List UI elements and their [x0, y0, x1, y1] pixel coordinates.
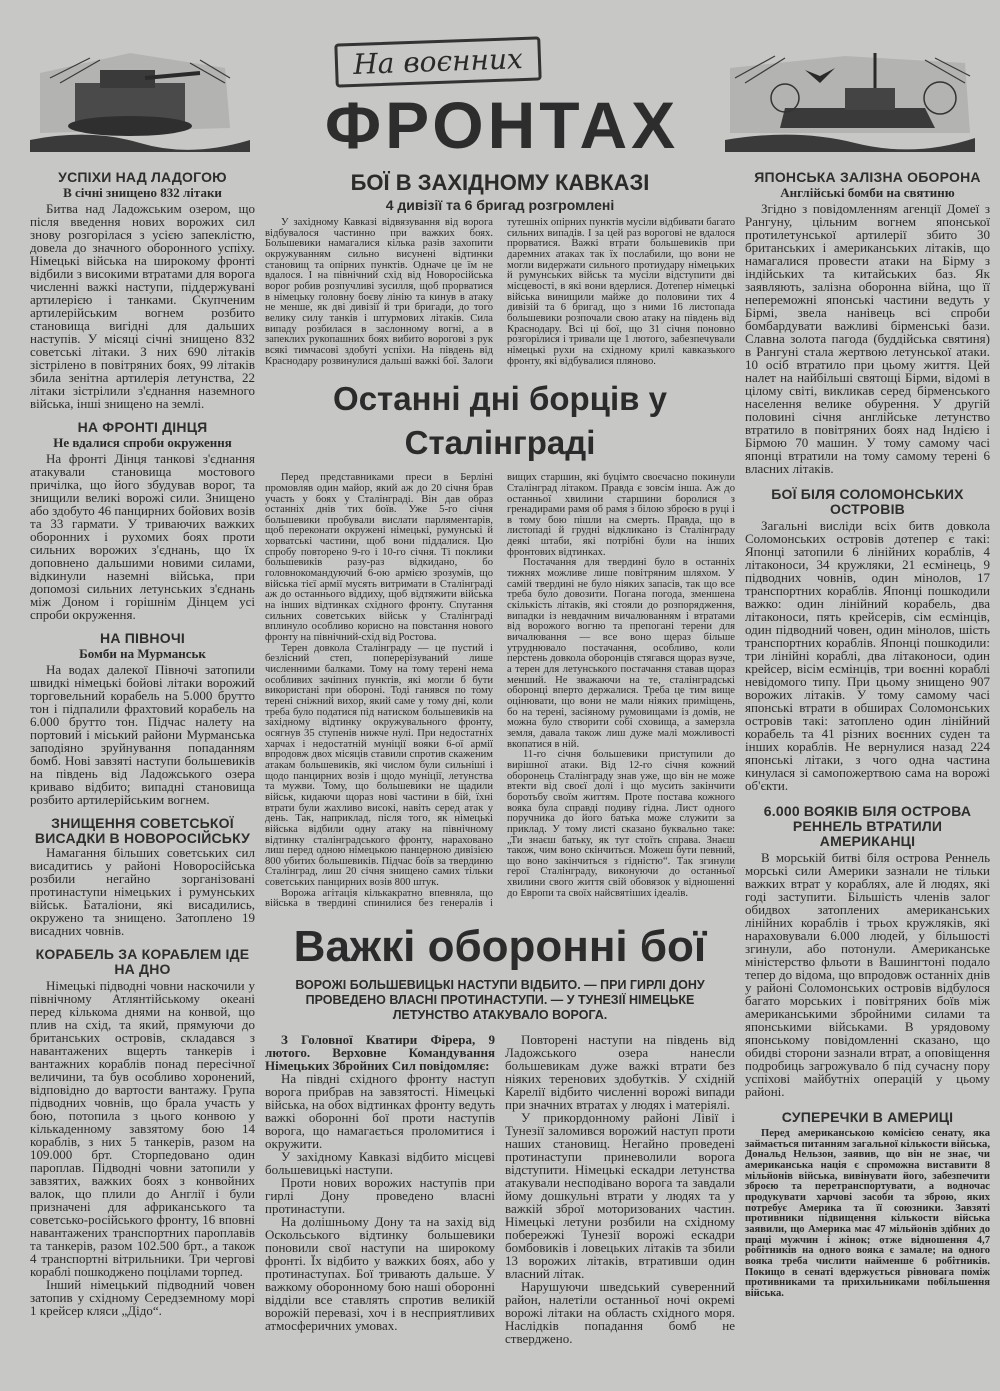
article-defense [265, 920, 735, 1345]
article-ladoga [30, 170, 255, 410]
tank-illustration-icon [30, 48, 250, 153]
subheadline: ВОРОЖІ БОЛЬШЕВИЦЬКІ НАСТУПИ ВІДБИТО. — ПРИ ГИРЛІ ДОНУ ПРОВЕДЕНО ВЛАСНІ ПРОТИНАСТУПИ. — У ТУНЕЗІЇ НІМЕЦЬКЕ ЛЕТУНСТВО АТАКУВАЛО ВОРОГА. [295, 978, 705, 1023]
paragraph: Нарушуючи шведський суверенний район, налетіли останньої ночі окремі ворожі літаки на область східного моря. Наслідків попадання бомб не стверджено. [505, 1279, 735, 1347]
article-body [265, 218, 735, 367]
paragraph: Повторені наступи на південь від Ладожського озера нанесли большевикам дуже важкі втрати без ніяких теренових здобутків. У східній Карелії відбито численні ворожі випади при значних втратах у людях і матеріялі. [505, 1032, 735, 1113]
paragraph: У західному Кавказі відвязування від ворога відбувалося частинно при важких боях. Большевики намагалися кілька разів захопити окружуванням сильно висунені відтинки становищ та опірних пунктів. Одначе це їм не вдалося. І на північний схід від Новоросійська ворог робив розпучливі зусилля, щоб прорватися в німецьку головну боєву лінію та кинув в атаку не менше, як дві дивізії й три бригади, до того велику силу танків і штурмових літаків. Сила випаду розбилася в заслонному вогні, а в запеклих рукопашних боях вибито ворогові з рук всякі тимчасові здобуті успіхи. На південь від Краснодару розвинулися дальші важкі бої. Залоги тутешніх опірних пунктів мусіли відбивати багато сильних випадів. І за цей раз ворогові не вдалося прорватися. Важкі втрати большевиків при даремних атаках так їх послабили, що вони не могли видержати сильного протиудару німецьких й румунських військ та мусіли відступити дві місцевості, в які вони вдерлися. Дотепер німецькі війська винищили майже до половини тих 4 дивізій та 6 бригад, що з ними 16 листопада большевики розпочали свою атаку на південь від Краснодару. Всі ці бої, що 31 січня поновно розгорілися і тривали ще 1 лютого, забезпечували німецькі рухи на східному крилі кавказького фронту, які відбувалися пляново. [265, 217, 735, 367]
headline: ЯПОНСЬКА ЗАЛІЗНА ОБОРОНА [754, 169, 981, 185]
paragraph: Згідно з повідомленням агенції Домеї з Рангуну, цільним вогнем японської протилетунської артилерії збито 30 британських і американських літаків, що намагалися провести атаки на Бірму з індійських та китайських баз. Як заявляють, залізна оборонна війна, що її непереможні японські частини ведуть у Бірмі, звела нанівець всі спроби бомбардувати важливі бірменські бази. Славна золота пагода (буддійська святиня) в Рангуні стала жертвою летунської атаки. 10 осіб втратило при цьому життя. Цей налет на найбільші святощі Бірми, відомі в цілому світі, викликав серед бірменського населення велике обурення. У другій половині січня англійське летунство втратило в повітряних боях над Індією і Бірмою 70 машин. У тому самому часі японці втратили на тому самому терені 6 власних літаків. [745, 201, 990, 476]
left-column [30, 170, 255, 1317]
paragraph: У прикордонному районі Лівії і Тунезії заломився ворожий наступ проти наших становищ. Негайно проведені протинаступи приневолили ворога відступити. Німецькі ескадри летунства атакували несподівано ворога та завдали йому дошкульні втрати у людях та у важкій зброї моторизованих частин. Німецькі летуни розбили на східному побережжі Тунезії ворожі ескадри бомбовиків і ловецьких літаків та збили 13 ворожих літаків, втративши один власний літак. [505, 1110, 735, 1282]
headline: 6.000 ВОЯКІВ БІЛЯ ОСТРОВА РЕННЕЛЬ ВТРАТИЛИ АМЕРИКАНЦІ [763, 803, 972, 849]
paragraph: Намагання більших советських сил висадитись у районі Новоросійська розбили негайно зорганізовані протинаступи німецьких і румунських військ. Баталіони, які висадились, окружено та знищено. Затоплено 19 висадних човнів. [30, 845, 255, 938]
article-rennell [745, 804, 990, 1098]
headline: БОЇ БІЛЯ СОЛОМОНСЬКИХ ОСТРОВІВ [771, 486, 964, 517]
headline: КОРАБЕЛЬ ЗА КОРАБЛЕМ ІДЕ НА ДНО [35, 946, 250, 977]
paragraph: На півдні східного фронту наступ ворога прибрав на завзятості. Німецькі війська, на обох відтинках фронту ведуть важкі оборонні бої проти наступів ворога, що намагається проломитися і окружити. [265, 1071, 495, 1152]
headline: СУПЕРЕЧКИ В АМЕРИЦІ [781, 1109, 954, 1125]
headline: ЗНИЩЕННЯ СОВЕТСЬКОЇ ВИСАДКИ В НОВОРОСІЙСЬКУ [34, 815, 251, 846]
paragraph: 11-го січня большевики приступили до вирішної атаки. Від 12-го січня кожний оборонець Сталінграду знав уже, що він не може втекти від своєї долі і що мусить закінчити боротьбу своїм життям. Проте постава кожного вояка була справді подиву гідна. Лист одного поручника до його батька може служити за приклад. У тому листі сказано буквально таке: „Ти знаєш батьку, як тут стоїть справа. Знаєш також, чим воно скінчиться. Можеш бути певний, що воно закінчиться з гідністю“. Так згинули герої Сталінграду, виконуючи до останньої хвилини свого життя свій обовязок у відношенні до Европи та своїх найсвятіших ідеалів. [507, 749, 735, 899]
masthead-banner: На воєнних [334, 36, 541, 87]
headline: НА ПІВНОЧІ [100, 630, 185, 646]
article-north [30, 631, 255, 806]
article-stalingrad [265, 377, 735, 910]
article-donets [30, 420, 255, 621]
subheadline: Бомби на Мурманськ [79, 646, 206, 661]
headline: Важкі оборонні бої [293, 922, 707, 972]
paragraph: На долішньому Дону та на захід від Оскольського відтинку большевики поновили свої наступи на широкому фронті. Їх відбито у важких боях, або у протинаступах. Бої тривають дальше. У важкому оборонному бою наші оборонні відділи все ставлять спротив великій ворожій перевазі, хоч і в несприятливих атмосферичних умовах. [265, 1214, 495, 1334]
article-solomon [745, 487, 990, 792]
paragraph: Перед американською комісією сенату, яка займається питанням загальної кількости війська, Дональд Нельзон, заявив, що він не знає, чи американська нація є спроможна виставити 8 мільйонів війська, вивінувати його, забезпечити зброєю та перетранспортувати, а водночас продукувати харчові засоби та зброю, яких потребує Америка та її союзники. Завзяті противники підвищення кількости війська заявили, що Америка має 47 мільйонів здібних до праці мужчин і жінок; отже відношення 4,7 робітників на одного вояка є замале; на одного вояка треба числити найменше 6 робітників. Покищо в сенаті вдержується рівновага поміж противниками та прихильниками побільшення війська. [745, 1128, 990, 1299]
article-america [745, 1110, 990, 1300]
article-ships [30, 947, 255, 1317]
masthead [0, 0, 1000, 165]
subheadline: Англійські бомби на святиню [780, 185, 955, 200]
dateline: З Головної Кватири Фірера, 9 лютого. Верховне Командування Німецьких Збройних Сил повідомляє: [265, 1032, 495, 1074]
paragraph: Проти нових ворожих наступів при гирлі Дону проведено власні протинаступи. [265, 1175, 495, 1217]
paragraph: У західному Кавказі відбито місцеві большевицькі наступи. [265, 1149, 495, 1178]
headline: НА ФРОНТІ ДІНЦЯ [77, 419, 208, 435]
right-column [745, 170, 990, 1300]
paragraph: На фронті Дінця танкові з'єднання атакували становища мостового причілка, що його збудував ворог, та знищили великі ворожі сили. Знищено або здобуто 46 панцирних бойових возів та 33 гармати. У триваючих важких оборонних і рухомих боях проти сильних ворожих з'єднань, що їх доповнено дальшими новими силами, відкинули наземні війська, при допомозі сильних летунських з'єднань між Доном і горішнім Дінцем усі спроби окруження. [30, 451, 255, 622]
subheadline: В січні знищено 832 літаки [63, 185, 222, 200]
headline: Останні дні борців у Сталінграді [333, 380, 667, 462]
article-japan [745, 170, 990, 475]
subheadline: Не вдалися спроби окруження [53, 435, 232, 450]
paragraph: Постачання для твердині було в останніх тижнях можливе лише повітряним шляхом. У самій твердині не було ніяких запасів, так що все треба було довозити. Погана погода, зменшена скількість літаків, які стояли до розпорядження, випадки із невдачним вичалюванням і втратами від ворожого вогню та препогані терени для вичалювання — все воно щераз більше утруднювало постачання, особливо, коли перстень довкола оборонців стягався щораз вузче, а терен для летунського постачання ставав щораз менший. Не зважаючи на те, сталінградські оборонці вперто держалися. Треба це тим вище оцінювати, що вони не мали ніяких приміщень, бо на терені, засіяному румовищами із домів, не можна було створити собі сховища, а замерзла земля, давала також лиш дуже малі можливості вкопатися в ній. [507, 557, 735, 750]
article-caucasus [265, 170, 735, 367]
article-body [265, 1033, 735, 1345]
warship-illustration-icon [725, 48, 975, 153]
headline: УСПІХИ НАД ЛАДОГОЮ [58, 169, 227, 185]
paragraph: Загальні висліди всіх битв довкола Соломонських островів дотепер є такі: Японці затопили 6 лінійних кораблів, 4 літаконоси, 34 кружляки, 21 есмінець, 9 підводних човнів, один мінолов, 17 транспортних кораблів. Японці пошкодили важко: один лінійний корабель, два літаконоси, пять крейсерів, сім есмінців, один підводний човен, один мінолов, шість транспортних кораблів. Японці пошкодили: три лінійні кораблі, два літаконоси, один крейсер, вісім есмінців, три воєнні кораблі невідомого типу. При цьому знищено 907 ворожих літаків. У тому самому часі японські втрати в обширах Соломонських островів такі: затоплено один лінійний корабель та 41 різних воєнних суден та інших кораблів. Не вернулися назад 224 японські літаки, з чого одна частина кинулася зі самопожертвою сама на ворожі об'єкти. [745, 518, 990, 793]
paragraph: В морській битві біля острова Реннель морські сили Америки зазнали не тільки важких втрат у кораблях, але й людях, які годі заступити. Більшість членів залог обидвох затоплених американських лінійних кораблів і трьох кружляків, які нараховували 6.000 людей, у більшості згинули, або потонули. Американське міністерство фльоти в Вашингтоні подало тепер до відома, що впродовж останніх днів у районі Соломонських островів відбулося багато морських і повітряних боїв між американськими збройними силами та японськими військами. В урядовому японському повідомленні сказано, що обидві сторони зазнали втрат, а оповіщення подробиць загрожувало б під сучасну пору успіхові майбутніх операцій у цьому районі. [745, 850, 990, 1099]
article-novorossiysk [30, 816, 255, 937]
paragraph: Німецькі підводні човни наскочили у північному Атлянтійському океані перед кількома днями на конвой, що плив на схід, та який, прямуючи до британських островів, складався з навантажених вщерть танкерів і вантажних кораблів понад пересічної величини, та був особливо хоронений, відповідно до вартости вантажу. Група підводних човнів, що брала участь у бою, потопила з цього конвою у кількаденному завзятому бою 14 кораблів, з них 5 танкерів, разом на 109.000 брт. Сторпедовано один пароплав. Підводні човни затопили у завзятих, важких боях з конвойних валок, що плили до Англії і були призначені для африканського та советсько-російського фронту, 16 вповні навантажених транспортних пароплавів та танкерів, разом 102.500 брт., а також 4 транспортні вітрильники. Три чергові кораблі пошкоджено поцілами торпед. [30, 978, 255, 1279]
subheadline: 4 дивізії та 6 бригад розгромлені [385, 197, 615, 213]
headline: БОЇ В ЗАХІДНОМУ КАВКАЗІ [350, 170, 650, 195]
center-column [265, 170, 735, 1345]
paragraph: Перед представниками преси в Берліні промовляв один майор, який аж до 20 січня брав участь у боях у Сталінграді. Він дав образ останніх днів тих боїв. Уже 5-го січня большевики пробували вислати парляментарів, щоб переконати окружені німецькі, румунські й хорватські частини, щоб вони піддалися. Цю спробу повторено 9-го і 10-го січня. Ті поклики большевиків разу-раз відкидано, бо головнокомандуючий 6-ою армією зрозумів, що війська тієї армії мусять витримати в Сталінграді аж до останнього віддиху, щоб відтяжити війська на інших відтинках східного фронту. Спутання сильних советських військ у Сталінграді вплинуло особливо корисно на повстання нового фронту на північний-схід від Ростова. [265, 472, 493, 644]
paragraph: Ворожа агітація кількакратно впевняла, що війська в твердині спинилися без генералів і вищих старшин, які буцімто своєчасно покинули Сталінград літаком. Правда є зовсім інша. Аж до останньої хвилини старшини боролися з гренадирами рамя об рамя з білою зброєю в руці і в тому бою пішли на смерть. Правда, що в листопаді й грудні відкликано із Сталінграду деякі штаби, які потрібні були на інших фронтових відтинках. [265, 472, 735, 910]
paragraph: На водах далекої Півночі затопили швидкі німецькі бойові літаки ворожий торговельний корабель на 5.000 брутто тон і підпалили фрахтовий корабель на 6.000 брутто тон. Підчас налету на портовий і міський райони Мурманська заподіяно зруйнування попаданням бомб. Нові завзяті наступи большевиків на південь від Ладожського озера криваво відбито; випадні становища розбито артилерійським вогнем. [30, 662, 255, 807]
paragraph: Інший німецький підводний човен затопив у східному Середземному морі 1 крейсер кляси „Дідо“. [30, 1277, 255, 1318]
paragraph: Терен довкола Сталінграду — це пустий і безлісний степ, поперерізуваний лише численними балками. Тому на тому терені нема особливих зачіпних пунктів, які могли б бути використані при обороні. Тоді ганявся по тому терені сніжний вихор, який саме у тому дні, коли треба було податися під натиском большевиків на західному відтинку окружувального фронту, осягнув 35 ступенів нижче нулі. При недостатніх харчах і недостатній муніції вояки 6-ої армії впродовж двох місяців ставили спротив скаженим атакам большевиків, які числом були сильніші і щодо панцирних возів і щодо муніції, летунства та мужви. Тому, що большевики не щадили військ, кидаючи щораз нові частини в бій, їхні втрати були жахливо високі, навіть серед атак у день. Так, наприклад, після того, як німецькі війська відбили одну атаку на північному відтинку сталінградського фронту, нараховано лиш перед одною німецькою панцерною дивізією 800 убитих большевиків. Підчас боїв за твердиню Сталінград, лиш 20 січня знищено самих тільки советських панцирних возів 800 штук. [265, 642, 493, 889]
paragraph: Битва над Ладожським озером, що після введення нових ворожих сил знову розгорілася з усією запеклістю, довела до значного оборонного успіху. Німецькі війська на широкому фронті відбили з високими втратами для ворога численні важкі наступи, піддержувані артилерією і танками. Скупченим артилерійським вогнем розбито становища вигідні для дальших наступів. У місяці січні знищено 832 советські літаки. З них 690 літаків зістрілено в повітряних боях, 99 літаків збила зенітна артилерія летунства, 22 літаки зістрілили з'єднання наземного війська, інші знищено на землі. [30, 201, 255, 411]
article-body [265, 473, 735, 910]
masthead-title: ФРОНТАХ [324, 88, 680, 162]
